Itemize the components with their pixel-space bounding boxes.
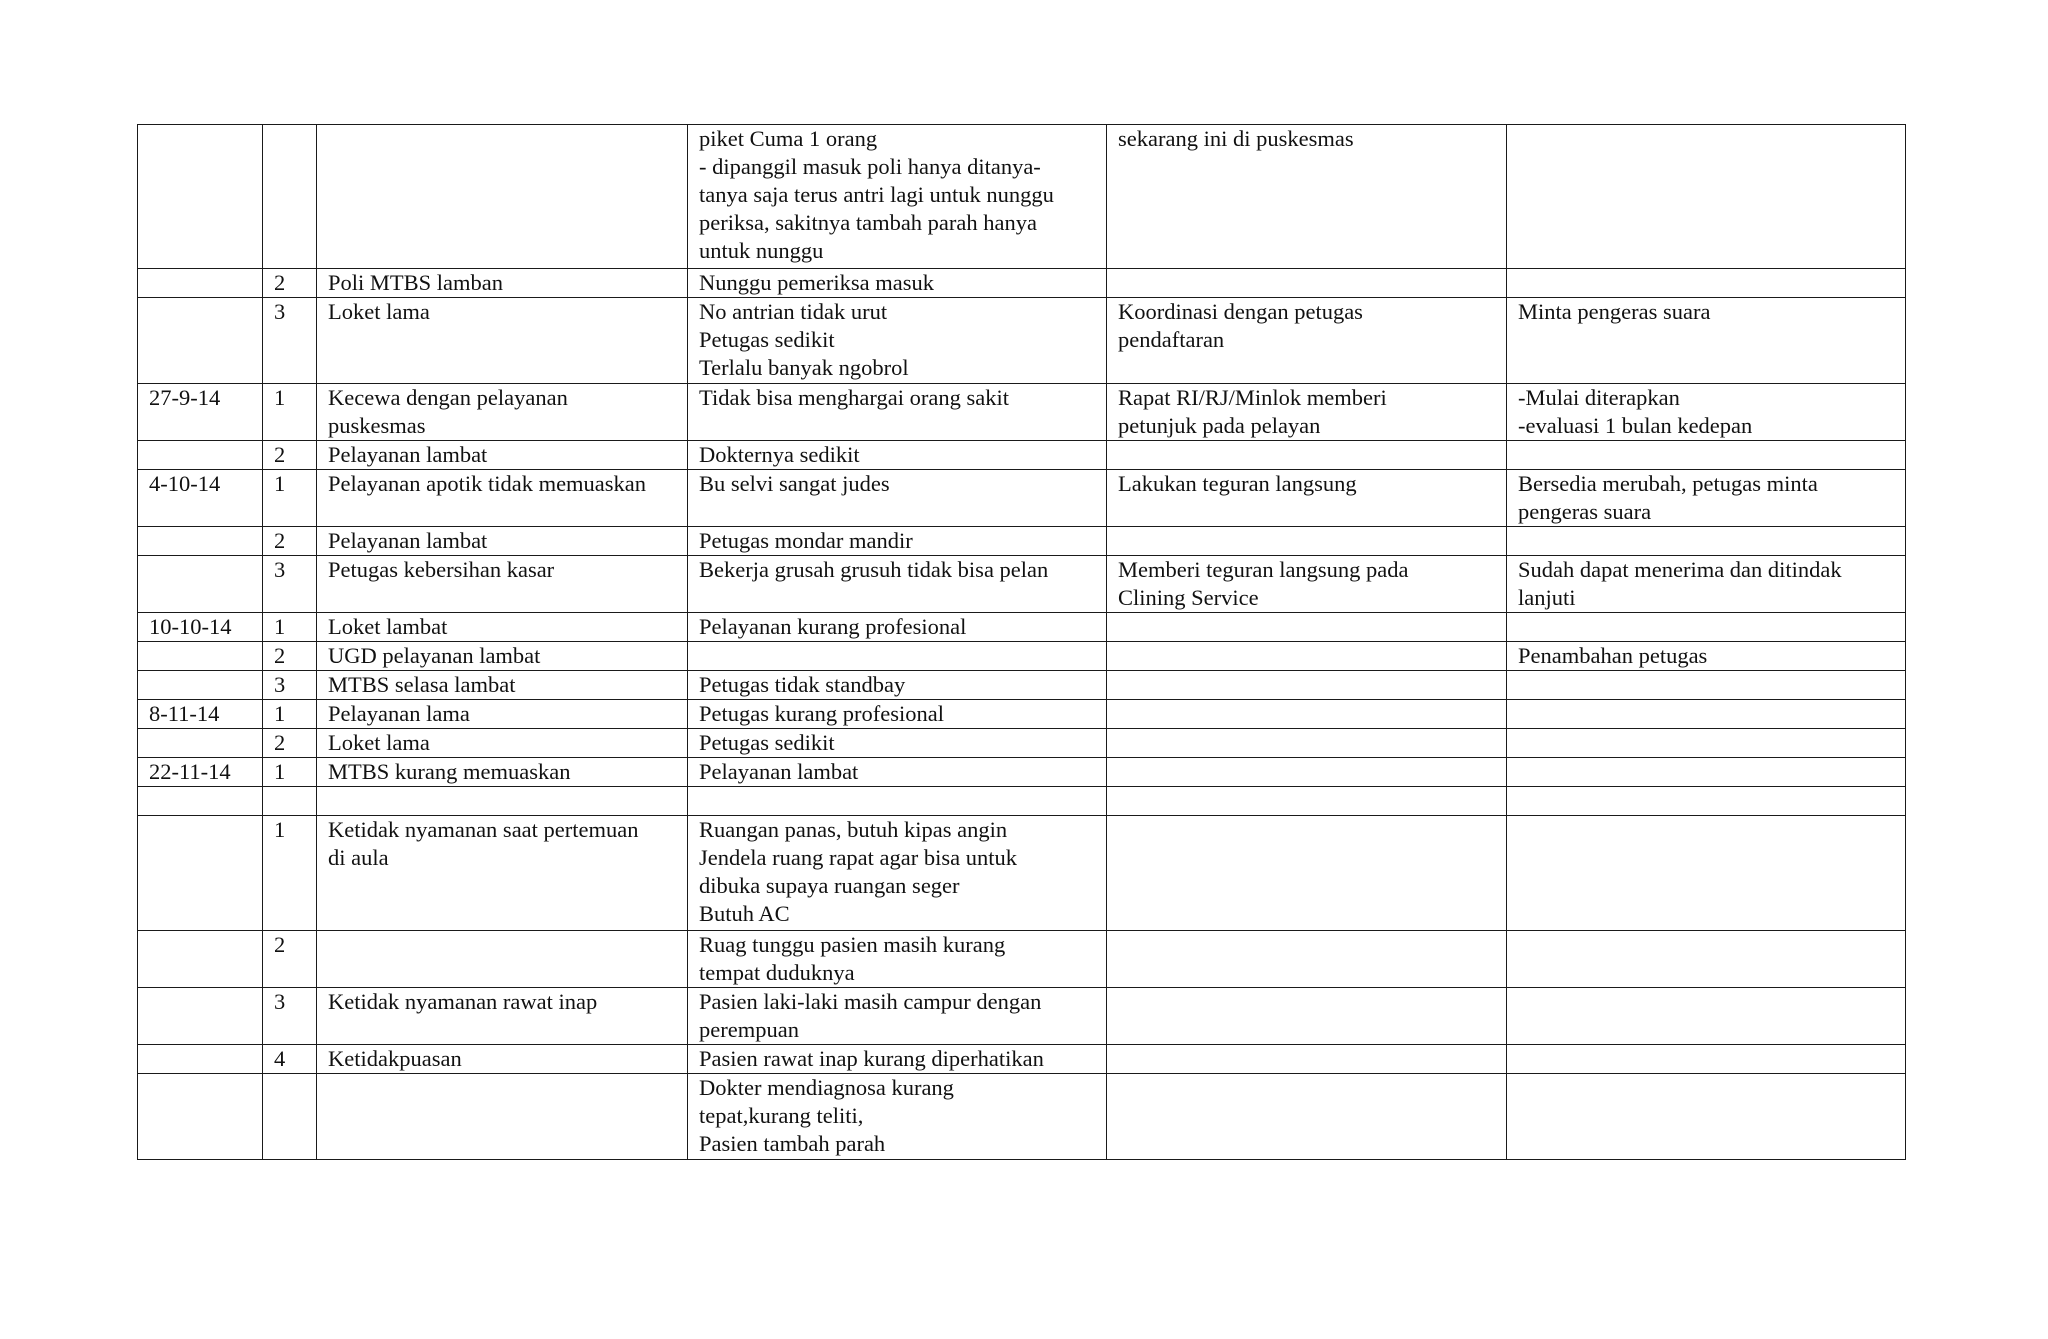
date-cell: 10-10-14 (138, 613, 263, 642)
date-cell (138, 729, 263, 758)
action-cell (1107, 988, 1507, 1045)
followup-cell (1507, 269, 1906, 298)
followup-cell (1507, 700, 1906, 729)
action-cell: Lakukan teguran langsung (1107, 470, 1507, 527)
cause-cell: No antrian tidak urut Petugas sedikit Terlalu banyak ngobrol (688, 298, 1107, 384)
number-cell: 3 (263, 298, 317, 384)
action-cell: Memberi teguran langsung pada Clining Service (1107, 556, 1507, 613)
complaint-cell: Kecewa dengan pelayanan puskesmas (317, 384, 688, 441)
cause-cell: Pelayanan lambat (688, 758, 1107, 787)
table-row (138, 816, 1906, 931)
date-cell: 27-9-14 (138, 384, 263, 441)
complaint-cell: Pelayanan lambat (317, 441, 688, 470)
number-cell: 3 (263, 556, 317, 613)
complaint-cell: MTBS selasa lambat (317, 671, 688, 700)
table-row (138, 441, 1906, 470)
table-row (138, 470, 1906, 527)
followup-cell: Penambahan petugas (1507, 642, 1906, 671)
action-cell (1107, 1045, 1507, 1074)
number-cell: 1 (263, 758, 317, 787)
cause-cell: Pasien rawat inap kurang diperhatikan (688, 1045, 1107, 1074)
complaint-cell (317, 787, 688, 816)
action-cell (1107, 269, 1507, 298)
number-cell (263, 787, 317, 816)
date-cell (138, 1074, 263, 1160)
date-cell (138, 556, 263, 613)
action-cell (1107, 787, 1507, 816)
number-cell: 2 (263, 642, 317, 671)
complaint-cell (317, 1074, 688, 1160)
followup-cell: -Mulai diterapkan -evaluasi 1 bulan kedepan (1507, 384, 1906, 441)
number-cell: 3 (263, 988, 317, 1045)
followup-cell (1507, 1074, 1906, 1160)
table-row (138, 758, 1906, 787)
followup-cell (1507, 527, 1906, 556)
table-row (138, 556, 1906, 613)
action-cell (1107, 816, 1507, 931)
complaint-cell: Loket lama (317, 298, 688, 384)
number-cell (263, 1074, 317, 1160)
complaint-cell: Loket lama (317, 729, 688, 758)
number-cell: 2 (263, 527, 317, 556)
action-cell: Rapat RI/RJ/Minlok memberi petunjuk pada pelayan (1107, 384, 1507, 441)
number-cell: 4 (263, 1045, 317, 1074)
followup-cell (1507, 758, 1906, 787)
table-row (138, 1045, 1906, 1074)
date-cell (138, 527, 263, 556)
number-cell: 1 (263, 470, 317, 527)
action-cell (1107, 441, 1507, 470)
number-cell: 1 (263, 384, 317, 441)
date-cell (138, 816, 263, 931)
number-cell: 1 (263, 700, 317, 729)
cause-cell (688, 642, 1107, 671)
date-cell (138, 441, 263, 470)
date-cell: 4-10-14 (138, 470, 263, 527)
cause-cell: Bekerja grusah grusuh tidak bisa pelan (688, 556, 1107, 613)
number-cell: 2 (263, 931, 317, 988)
cause-cell: Pasien laki-laki masih campur dengan perempuan (688, 988, 1107, 1045)
complaint-cell: Pelayanan lama (317, 700, 688, 729)
cause-cell: Petugas kurang profesional (688, 700, 1107, 729)
cause-cell: Ruag tunggu pasien masih kurang tempat duduknya (688, 931, 1107, 988)
followup-cell: Sudah dapat menerima dan ditindak lanjuti (1507, 556, 1906, 613)
action-cell (1107, 729, 1507, 758)
action-cell: sekarang ini di puskesmas (1107, 125, 1507, 269)
date-cell (138, 642, 263, 671)
cause-cell: Petugas mondar mandir (688, 527, 1107, 556)
table-row (138, 671, 1906, 700)
table-row (138, 787, 1906, 816)
action-cell (1107, 700, 1507, 729)
table-row (138, 988, 1906, 1045)
followup-cell (1507, 613, 1906, 642)
table-row (138, 298, 1906, 384)
action-cell (1107, 931, 1507, 988)
number-cell (263, 125, 317, 269)
followup-cell (1507, 988, 1906, 1045)
cause-cell: Tidak bisa menghargai orang sakit (688, 384, 1107, 441)
table-row (138, 269, 1906, 298)
date-cell (138, 298, 263, 384)
date-cell (138, 931, 263, 988)
date-cell (138, 125, 263, 269)
followup-cell: Minta pengeras suara (1507, 298, 1906, 384)
number-cell: 2 (263, 729, 317, 758)
complaint-cell (317, 125, 688, 269)
followup-cell (1507, 729, 1906, 758)
cause-cell: Nunggu pemeriksa masuk (688, 269, 1107, 298)
number-cell: 3 (263, 671, 317, 700)
table-row (138, 384, 1906, 441)
followup-cell (1507, 787, 1906, 816)
number-cell: 1 (263, 613, 317, 642)
action-cell: Koordinasi dengan petugas pendaftaran (1107, 298, 1507, 384)
complaint-cell: UGD pelayanan lambat (317, 642, 688, 671)
table-row (138, 642, 1906, 671)
complaint-cell: Ketidakpuasan (317, 1045, 688, 1074)
action-cell (1107, 1074, 1507, 1160)
complaint-cell: Ketidak nyamanan saat pertemuan di aula (317, 816, 688, 931)
number-cell: 2 (263, 441, 317, 470)
cause-cell: Petugas tidak standbay (688, 671, 1107, 700)
cause-cell: Ruangan panas, butuh kipas angin Jendela ruang rapat agar bisa untuk dibuka supaya ruangan seger Butuh AC (688, 816, 1107, 931)
cause-cell (688, 787, 1107, 816)
complaint-cell: Pelayanan lambat (317, 527, 688, 556)
cause-cell: Dokter mendiagnosa kurang tepat,kurang teliti, Pasien tambah parah (688, 1074, 1107, 1160)
action-cell (1107, 671, 1507, 700)
followup-cell (1507, 125, 1906, 269)
followup-cell: Bersedia merubah, petugas minta pengeras suara (1507, 470, 1906, 527)
complaint-cell: Ketidak nyamanan rawat inap (317, 988, 688, 1045)
cause-cell: Bu selvi sangat judes (688, 470, 1107, 527)
cause-cell: Petugas sedikit (688, 729, 1107, 758)
action-cell (1107, 527, 1507, 556)
followup-cell (1507, 816, 1906, 931)
table-row (138, 125, 1906, 269)
date-cell (138, 988, 263, 1045)
date-cell (138, 269, 263, 298)
followup-cell (1507, 441, 1906, 470)
cause-cell: Dokternya sedikit (688, 441, 1107, 470)
complaint-cell (317, 931, 688, 988)
action-cell (1107, 758, 1507, 787)
followup-cell (1507, 671, 1906, 700)
action-cell (1107, 613, 1507, 642)
complaint-cell: Pelayanan apotik tidak memuaskan (317, 470, 688, 527)
action-cell (1107, 642, 1507, 671)
table-row (138, 700, 1906, 729)
table-row (138, 527, 1906, 556)
date-cell (138, 671, 263, 700)
number-cell: 1 (263, 816, 317, 931)
date-cell (138, 787, 263, 816)
complaint-cell: Petugas kebersihan kasar (317, 556, 688, 613)
date-cell: 8-11-14 (138, 700, 263, 729)
table-row (138, 1074, 1906, 1160)
table-row (138, 931, 1906, 988)
followup-cell (1507, 931, 1906, 988)
complaint-cell: MTBS kurang memuaskan (317, 758, 688, 787)
complaint-cell: Loket lambat (317, 613, 688, 642)
number-cell: 2 (263, 269, 317, 298)
complaint-table (137, 124, 1906, 1160)
complaint-cell: Poli MTBS lamban (317, 269, 688, 298)
date-cell (138, 1045, 263, 1074)
followup-cell (1507, 1045, 1906, 1074)
cause-cell: Pelayanan kurang profesional (688, 613, 1107, 642)
table-row (138, 729, 1906, 758)
cause-cell: piket Cuma 1 orang - dipanggil masuk poli hanya ditanya- tanya saja terus antri lagi untuk nunggu periksa, sakitnya tambah parah hanya untuk nunggu (688, 125, 1107, 269)
date-cell: 22-11-14 (138, 758, 263, 787)
table-row (138, 613, 1906, 642)
table-body (138, 125, 1906, 1160)
